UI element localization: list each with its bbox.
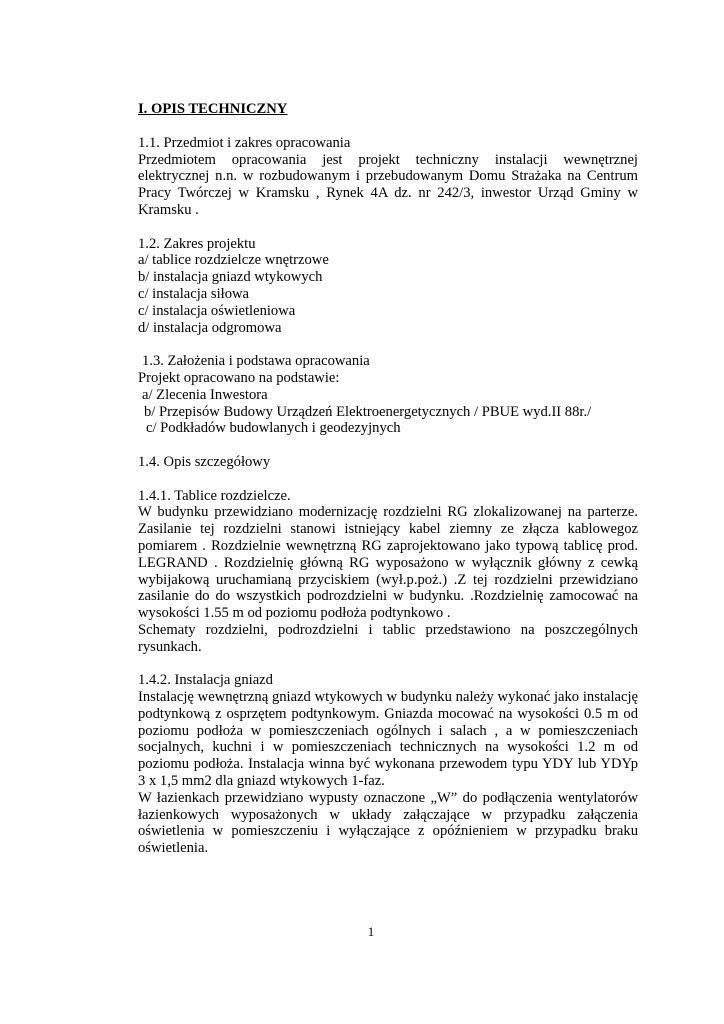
section-1-4-heading: 1.4. Opis szczegółowy xyxy=(138,453,271,470)
section-1-2-heading: 1.2. Zakres projektu xyxy=(138,235,256,252)
scope-item: b/ instalacja gniazd wtykowych xyxy=(138,269,323,286)
basis-item: a/ Zlecenia Inwestora xyxy=(142,386,268,403)
section-1-4-2-paragraph: Instalację wewnętrzną gniazd wtykowych w budynku należy wykonać jako instalację podtynkową z osprzętem podtynkowym. Gniazda mocować na wysokości 0.5 m od poziomu podłoża w pomieszczeniach ogólnych i salach , a w pomieszczeniach socjalnych, kuchni i w pomieszczeniach technicznych na wysokości 1.2 m od poziomu podłoża. Instalacja winna być wykonana przewodem typu YDY lub YDYp 3 x 1,5 mm2 dla gniazd wtykowych 1-faz. xyxy=(138,689,638,790)
spacer xyxy=(138,437,638,454)
spacer xyxy=(138,118,638,135)
section-1-4-1-heading: 1.4.1. Tablice rozdzielcze. xyxy=(138,487,291,504)
scope-item: c/ instalacja siłowa xyxy=(138,285,250,302)
scope-item: a/ tablice rozdzielcze wnętrzowe xyxy=(138,252,329,269)
spacer xyxy=(138,656,638,673)
section-1-1-heading: 1.1. Przedmiot i zakres opracowania xyxy=(138,134,351,151)
basis-item: c/ Podkładów budowlanych i geodezyjnych xyxy=(146,420,401,437)
scope-item: c/ instalacja oświetleniowa xyxy=(138,302,296,319)
section-1-4-2-heading: 1.4.2. Instalacja gniazd xyxy=(138,672,273,689)
document-page xyxy=(138,101,638,857)
section-1-4-2-paragraph: W łazienkach przewidziano wypusty oznaczone „W” do podłączenia wentylatorów łazienkowych wyposażonych w układy załączające w przypadku załączenia oświetlenia w pomieszczeniu i wyłączające z opóźnieniem w przypadku braku oświetlenia. xyxy=(138,789,638,857)
scope-item: d/ instalacja odgromowa xyxy=(138,319,282,336)
section-1-3-heading: 1.3. Założenia i podstawa opracowania xyxy=(142,353,370,370)
section-1-4-1-paragraph: Schematy rozdzielni, podrozdzielni i tablic przedstawiono na poszczególnych rysunkach. xyxy=(138,621,638,655)
section-1-1-body: Przedmiotem opracowania jest projekt techniczny instalacji wewnętrznej elektrycznej n.n. w rozbudowanym i przebudowanym Domu Strażaka na Centrum Pracy Twórczej w Kramsku , Rynek 4A dz. nr 242/3, inwestor Urząd Gminy w Kramsku . xyxy=(138,151,638,218)
spacer xyxy=(138,219,638,236)
spacer xyxy=(138,336,638,353)
spacer xyxy=(138,471,638,488)
section-1-4-1-paragraph: W budynku przewidziano modernizację rozdzielni RG zlokalizowanej na parterze. Zasilanie tej rozdzielni stanowi istniejący kabel ziemny ze złącza kablowegoz pomiarem . Rozdzielnie wewnętrzną RG zaprojektowano jako typową tablicę prod. LEGRAND . Rozdzielnię główną RG wyposażono w wyłącznik główny z cewką wybijakową uruchamianą przyciskiem (wył.p.poż.) .Z tej rozdzielni przewidziano zasilanie do do wszystkich podrozdzielni w budynku. .Rozdzielnię zamocować na wysokości 1.55 m od poziomu podłoża podtynkowo . xyxy=(138,504,638,622)
basis-item: b/ Przepisów Budowy Urządzeń Elektroenergetycznych / PBUE wyd.II 88r./ xyxy=(144,403,592,420)
page-number: 1 xyxy=(367,924,375,939)
section-1-3-intro: Projekt opracowano na podstawie: xyxy=(138,369,340,386)
document-title: I. OPIS TECHNICZNY xyxy=(138,101,288,117)
